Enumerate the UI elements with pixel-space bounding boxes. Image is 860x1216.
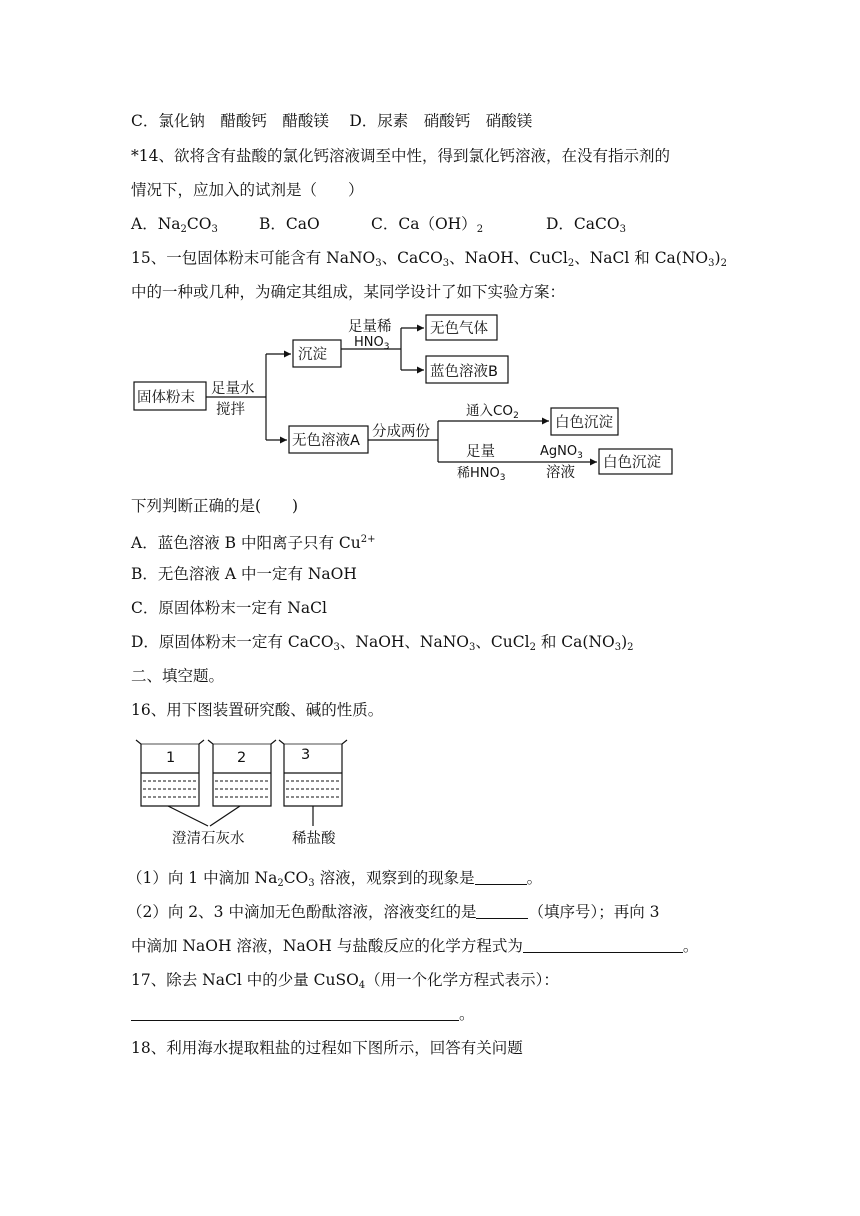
q13-option-d: D．尿素 硝酸钙 硝酸镁 [349,112,533,130]
section-2-title: 二、填空题。 [131,667,225,685]
q14-option-a: A．$Na_2CO_3$ [131,215,218,235]
q17-equation-blank[interactable] [131,1006,459,1021]
q16-part2-blank[interactable] [476,904,528,919]
q16-part1: （1）向 1 中滴加 $Na_2CO_3$ 溶液，观察到的现象是 。 [127,869,543,889]
q15-judge: 下列判断正确的是( ) [131,497,299,515]
beaker-2-number: 2 [237,750,247,766]
q17-answer-line: 。 [131,1004,475,1024]
q15-option-b: B．无色溶液 A 中一定有 NaOH [131,565,357,583]
label-solution: 溶液 [546,465,575,481]
label-limewater: 澄清石灰水 [172,831,245,847]
q15-option-a: A．蓝色溶液 B 中阳离子只有 $Cu^{2+}$ [131,534,376,552]
q16-part2: （2）向 2、3 中滴加无色酚酞溶液，溶液变红的是 （填序号）；再向 3 [127,903,660,921]
q14-stem-line1: *14、欲将含有盐酸的氯化钙溶液调至中性，得到氯化钙溶液，在没有指示剂的 [131,147,670,165]
label-agno3: AgNO$_3$ [540,444,583,461]
q15-stem-line2: 中的一种或几种，为确定其组成，某同学设计了如下实验方案： [131,283,566,301]
beaker-3-number: 3 [301,747,311,763]
label-colorless-gas: 无色气体 [430,321,488,337]
q15-stem-line1: 15、一包固体粉末可能含有 NaNO$_3$、CaCO$_3$、NaOH、CuCl$_2$、NaCl 和 $Ca(NO_3)_2$ [131,249,727,269]
beaker-3 [279,740,347,806]
q16-part3: 中滴加 NaOH 溶液，NaOH 与盐酸反应的化学方程式为 。 [131,937,699,955]
q15-option-c: C．原固体粉末一定有 NaCl [131,599,327,617]
q13-option-c: C．氯化钠 醋酸钙 醋酸镁 [131,112,329,130]
beaker-1-number: 1 [166,750,176,766]
label-dilute-hcl: 稀盐酸 [292,831,336,847]
label-dilute-acid: 足量稀 [348,319,392,335]
label-co2: 通入$CO_2$ [466,403,519,421]
label-stir: 搅拌 [216,402,245,418]
label-water: 足量水 [211,381,255,397]
label-solid-powder: 固体粉末 [137,390,195,406]
q17-stem: 17、除去 NaCl 中的少量 CuSO$_4$（用一个化学方程式表示）： [131,971,559,991]
label-solution-a: 无色溶液A [292,433,360,449]
q16-stem: 16、用下图装置研究酸、碱的性质。 [131,701,384,719]
q14-option-c: C．$Ca(OH)_2$ [371,215,484,235]
q18-stem: 18、利用海水提取粗盐的过程如下图所示，回答有关问题 [131,1039,523,1057]
q15-option-d: D．原固体粉末一定有 CaCO$_3$、NaOH、NaNO$_3$、CuCl$_2$ 和 $Ca(NO_3)_2$ [131,633,634,653]
q14-option-b: B．CaO [259,215,320,233]
q16-equation-blank[interactable] [523,938,683,953]
label-hno3: $HNO_3$ [354,335,390,352]
label-blue-solution-b: 蓝色溶液B [430,364,498,380]
label-sufficient: 足量 [466,444,495,460]
q14-stem-line2: 情况下，应加入的试剂是（ ） [131,181,364,199]
label-white-precip-1: 白色沉淀 [555,415,613,431]
q14-option-d: D．CaCO$_3$ [546,215,626,235]
q16-part1-blank[interactable] [475,870,527,885]
label-dilute-hno3: 稀$HNO_3$ [457,466,506,483]
label-split: 分成两份 [372,424,430,440]
label-white-precip-2: 白色沉淀 [603,455,661,471]
label-precipitate: 沉淀 [298,347,327,363]
